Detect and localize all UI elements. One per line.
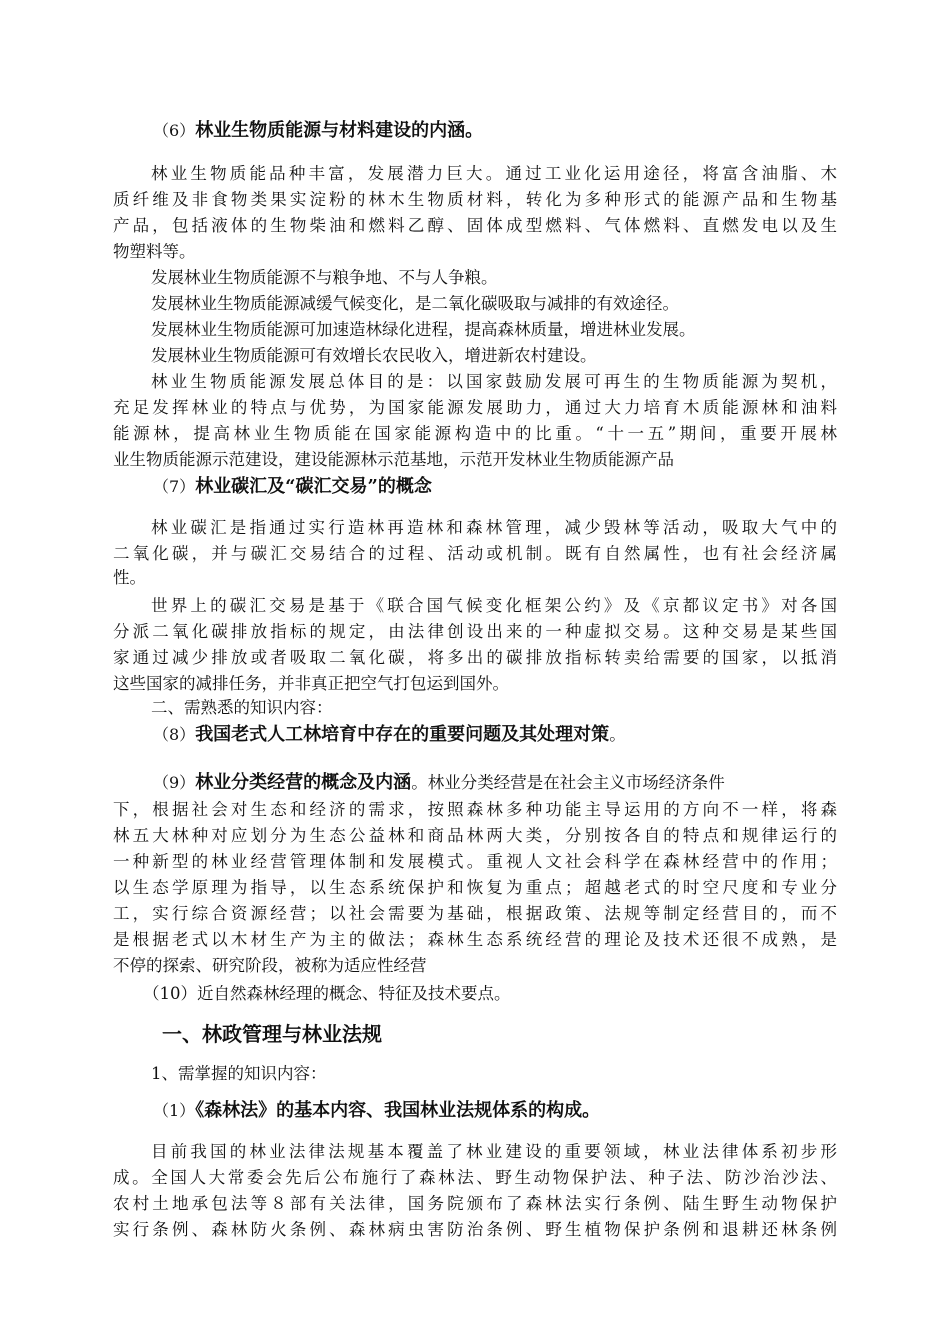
s7-p1-line-1: 林业碳汇是指通过实行造林再造林和森林管理，减少毁林等活动，吸取大气中的 <box>151 518 837 537</box>
section-7-number: （7） <box>153 477 196 496</box>
s6-p3: 发展林业生物质能源减缓气候变化，是二氧化碳吸取与减排的有效途径。 <box>151 294 679 313</box>
s6-p1-line-3: 产品，包括液体的生物柴油和燃料乙醇、固体成型燃料、气体燃料、直燃发电以及生 <box>113 216 837 235</box>
s9-line-2: 林五大林种对应划分为生态公益林和商品林两大类，分别按各自的特点和规律运行的 <box>113 826 837 845</box>
section-10: （10）近自然森林经理的概念、特征及技术要点。 <box>143 984 511 1003</box>
s6-p2: 发展林业生物质能源不与粮争地、不与人争粮。 <box>151 268 498 287</box>
s9-line-7: 不停的探索、研究阶段，被称为适应性经营 <box>113 956 427 975</box>
section-1-title: 《森林法》的基本内容、我国林业法规体系的构成。 <box>195 1100 601 1121</box>
section-8-heading <box>153 722 626 748</box>
s7-p2-line-4: 这些国家的减排任务，并非真正把空气打包运到国外。 <box>113 674 509 693</box>
s9-line-3: 一种新型的林业经营管理体制和发展模式。重视人文社会科学在森林经营中的作用； <box>113 852 837 871</box>
s9-line-1: 下，根据社会对生态和经济的需求，按照森林多种功能主导运用的方向不一样，将森 <box>113 800 837 819</box>
section-8-tail: 。 <box>609 725 626 744</box>
section-6-number: （6） <box>153 121 196 140</box>
s6-p1-line-4: 物塑料等。 <box>113 242 196 261</box>
section-8-title: 我国老式人工林培育中存在的重要问题及其处理对策 <box>195 724 610 745</box>
section-9-heading <box>153 770 725 796</box>
section-6-heading <box>153 118 483 144</box>
s1-p1-line-2: 成。全国人大常委会先后公布施行了森林法、野生动物保护法、种子法、防沙治沙法、 <box>113 1168 837 1187</box>
s1-p1-line-1: 目前我国的林业法律法规基本覆盖了林业建设的重要领域，林业法律体系初步形 <box>151 1142 837 1161</box>
section-1-number: （1） <box>153 1101 196 1120</box>
s6-p6-line-1: 林业生物质能源发展总体目的是：以国家鼓励发展可再生的生物质能源为契机， <box>151 372 837 391</box>
master-knowledge-title: 1、需掌握的知识内容： <box>151 1064 327 1083</box>
s7-p2-line-1: 世界上的碳汇交易是基于《联合国气候变化框架公约》及《京都议定书》对各国 <box>151 596 837 615</box>
section-9-lead: 。林业分类经营是在社会主义市场经济条件 <box>411 773 725 792</box>
section-8-number: （8） <box>153 725 196 744</box>
s6-p6-line-2: 充足发挥林业的特点与优势，为国家能源发展助力，通过大力培育木质能源林和油料 <box>113 398 837 417</box>
s6-p6-line-4: 业生物质能源示范建设，建设能源林示范基地，示范开发林业生物质能源产品 <box>113 450 674 469</box>
s9-line-4: 以生态学原理为指导，以生态系统保护和恢复为重点；超越老式的时空尺度和专业分 <box>113 878 837 897</box>
s7-p2-line-2: 分派二氧化碳排放指标的规定，由法律创设出来的一种虚拟交易。这种交易是某些国 <box>113 622 837 641</box>
s6-p1-line-2: 质纤维及非食物类果实淀粉的林木生物质材料，转化为多种形式的能源产品和生物基 <box>113 190 837 209</box>
familiar-knowledge-title: 二、需熟悉的知识内容： <box>151 698 333 717</box>
section-9-number: （9） <box>153 773 196 792</box>
s1-p1-line-3: 农村土地承包法等８部有关法律，国务院颁布了森林法实行条例、陆生野生动物保护 <box>113 1194 837 1213</box>
chapter-heading: 一、林政管理与林业法规 <box>162 1022 382 1046</box>
section-9-title: 林业分类经营的概念及内涵 <box>195 772 412 793</box>
s7-p1-line-2: 二氧化碳，并与碳汇交易结合的过程、活动或机制。既有自然属性，也有社会经济属 <box>113 544 837 563</box>
s6-p1-line-1: 林业生物质能品种丰富，发展潜力巨大。通过工业化运用途径，将富含油脂、木 <box>151 164 837 183</box>
s1-p1-line-4: 实行条例、森林防火条例、森林病虫害防治条例、野生植物保护条例和退耕还林条例 <box>113 1220 837 1239</box>
s7-p1-line-3: 性。 <box>113 568 146 587</box>
s9-line-5: 工，实行综合资源经营；以社会需要为基础，根据政策、法规等制定经营目的，而不 <box>113 904 837 923</box>
section-7-heading <box>153 474 432 500</box>
section-6-title: 林业生物质能源与材料建设的内涵。 <box>195 120 484 141</box>
section-7-title: 林业碳汇及“碳汇交易”的概念 <box>195 476 432 497</box>
s7-p2-line-3: 家通过减少排放或者吸取二氧化碳，将多出的碳排放指标转卖给需要的国家，以抵消 <box>113 648 837 667</box>
s6-p6-line-3: 能源林，提高林业生物质能在国家能源构造中的比重。“十一五”期间，重要开展林 <box>113 424 837 443</box>
s9-line-6: 是根据老式以木材生产为主的做法；森林生态系统经营的理论及技术还很不成熟，是 <box>113 930 837 949</box>
s6-p4: 发展林业生物质能源可加速造林绿化进程，提高森林质量，增进林业发展。 <box>151 320 696 339</box>
s6-p5: 发展林业生物质能源可有效增长农民收入，增进新农村建设。 <box>151 346 597 365</box>
section-1-heading <box>153 1098 600 1124</box>
